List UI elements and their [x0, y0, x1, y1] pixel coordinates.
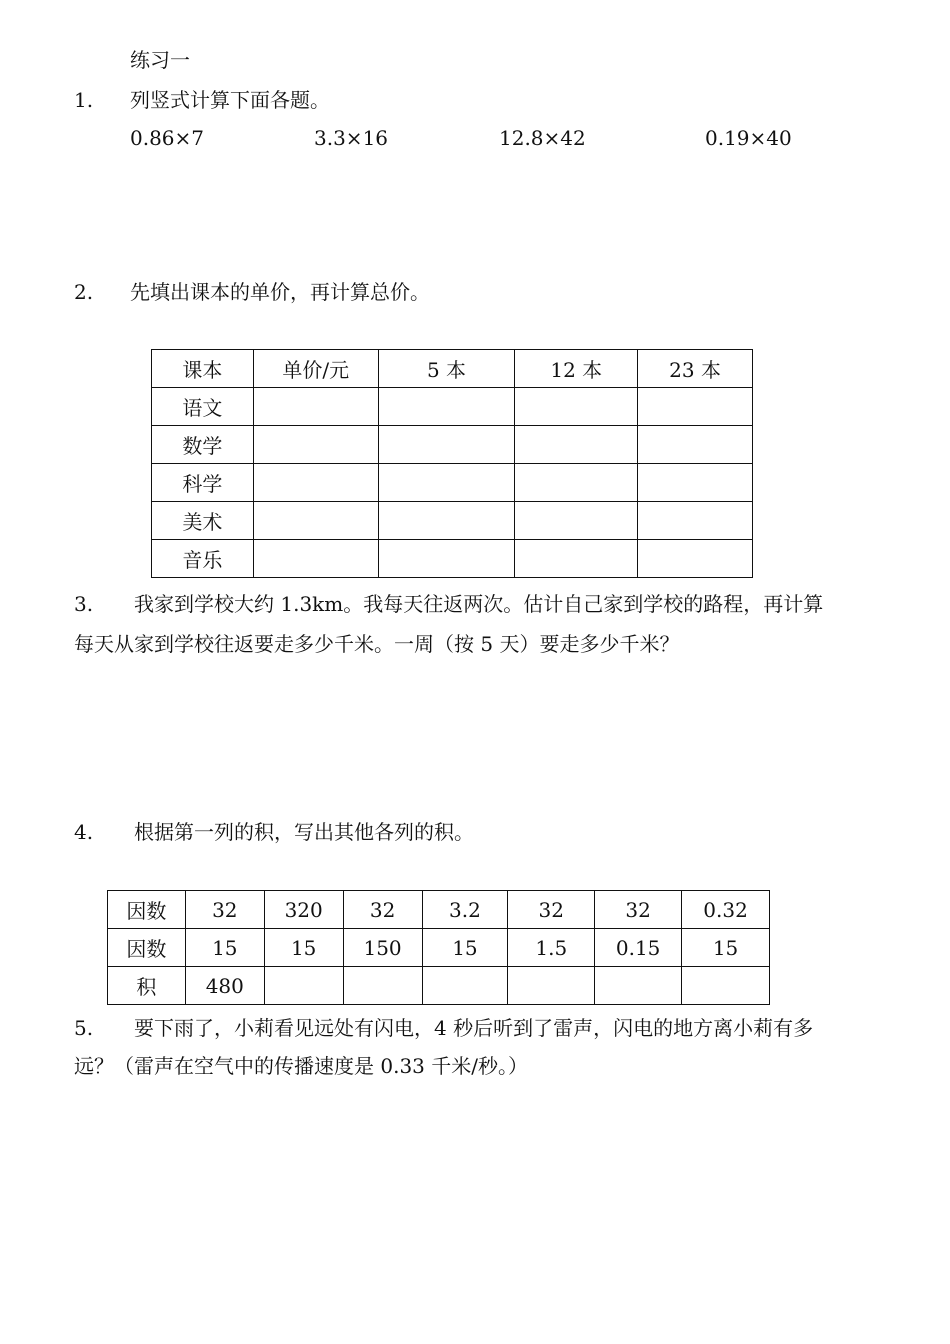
- q2-text: 先填出课本的单价，再计算总价。: [130, 280, 430, 304]
- table-row: [152, 540, 753, 578]
- answer-cell[interactable]: [378, 388, 515, 426]
- q1-expr-3: 12.8×42: [499, 126, 586, 150]
- header-cell: 单价/元: [253, 350, 378, 388]
- answer-cell[interactable]: [638, 388, 753, 426]
- table-row: [108, 967, 770, 1005]
- answer-cell[interactable]: [378, 502, 515, 540]
- header-cell: 课本: [152, 350, 254, 388]
- table-row: [108, 929, 770, 967]
- table-cell: 0.32: [682, 891, 770, 929]
- table-cell: 0.15: [595, 929, 682, 967]
- table-row: [152, 464, 753, 502]
- q4-number: 4.: [74, 820, 94, 844]
- q3-line1: 我家到学校大约 1.3km。我每天往返两次。估计自己家到学校的路程，再计算: [134, 592, 824, 616]
- q1-text: 列竖式计算下面各题。: [130, 88, 330, 112]
- answer-cell[interactable]: [638, 426, 753, 464]
- row-label: 科学: [152, 464, 254, 502]
- row-label: 数学: [152, 426, 254, 464]
- table-cell: 32: [595, 891, 682, 929]
- table-cell: 480: [185, 967, 264, 1005]
- product-table: [107, 890, 770, 1005]
- table-cell: 15: [682, 929, 770, 967]
- answer-cell[interactable]: [638, 464, 753, 502]
- answer-cell[interactable]: [595, 967, 682, 1005]
- answer-cell[interactable]: [515, 502, 638, 540]
- header-cell: 5 本: [378, 350, 515, 388]
- answer-cell[interactable]: [253, 426, 378, 464]
- header-cell: 12 本: [515, 350, 638, 388]
- q3-number: 3.: [74, 592, 94, 616]
- table-cell: 32: [508, 891, 595, 929]
- answer-cell[interactable]: [253, 388, 378, 426]
- answer-cell[interactable]: [515, 426, 638, 464]
- table-cell: 32: [343, 891, 422, 929]
- q5-line2: 远？（雷声在空气中的传播速度是 0.33 千米/秒。）: [74, 1054, 528, 1078]
- textbook-price-table: [151, 349, 753, 578]
- page-title: 练习一: [130, 48, 190, 72]
- q4-text: 根据第一列的积，写出其他各列的积。: [134, 820, 474, 844]
- header-cell: 23 本: [638, 350, 753, 388]
- table-cell: 320: [264, 891, 343, 929]
- answer-cell[interactable]: [253, 502, 378, 540]
- q1-expr-1: 0.86×7: [130, 126, 205, 150]
- q5-number: 5.: [74, 1016, 94, 1040]
- table-cell: 1.5: [508, 929, 595, 967]
- table-row: [108, 891, 770, 929]
- table-cell: 32: [185, 891, 264, 929]
- answer-cell[interactable]: [515, 540, 638, 578]
- answer-cell[interactable]: [264, 967, 343, 1005]
- table-row: [152, 388, 753, 426]
- answer-cell[interactable]: [638, 540, 753, 578]
- answer-cell[interactable]: [253, 540, 378, 578]
- answer-cell[interactable]: [378, 426, 515, 464]
- answer-cell[interactable]: [515, 464, 638, 502]
- q5-line1: 要下雨了，小莉看见远处有闪电，4 秒后听到了雷声，闪电的地方离小莉有多: [134, 1016, 814, 1040]
- table-cell: 3.2: [422, 891, 508, 929]
- row-label: 积: [108, 967, 186, 1005]
- row-label: 音乐: [152, 540, 254, 578]
- row-label: 因数: [108, 929, 186, 967]
- q2-number: 2.: [74, 280, 94, 304]
- answer-cell[interactable]: [343, 967, 422, 1005]
- q3-line2: 每天从家到学校往返要走多少千米。一周（按 5 天）要走多少千米？: [74, 632, 680, 656]
- answer-cell[interactable]: [508, 967, 595, 1005]
- answer-cell[interactable]: [515, 388, 638, 426]
- row-label: 因数: [108, 891, 186, 929]
- answer-cell[interactable]: [682, 967, 770, 1005]
- table-row: [152, 426, 753, 464]
- answer-cell[interactable]: [253, 464, 378, 502]
- table-row: [152, 502, 753, 540]
- row-label: 美术: [152, 502, 254, 540]
- table-cell: 15: [264, 929, 343, 967]
- table-header-row: [152, 350, 753, 388]
- table-cell: 15: [422, 929, 508, 967]
- table-cell: 150: [343, 929, 422, 967]
- row-label: 语文: [152, 388, 254, 426]
- q1-expr-4: 0.19×40: [705, 126, 792, 150]
- q1-expr-2: 3.3×16: [314, 126, 389, 150]
- answer-cell[interactable]: [422, 967, 508, 1005]
- answer-cell[interactable]: [378, 540, 515, 578]
- answer-cell[interactable]: [638, 502, 753, 540]
- q1-number: 1.: [74, 88, 94, 112]
- answer-cell[interactable]: [378, 464, 515, 502]
- table-cell: 15: [185, 929, 264, 967]
